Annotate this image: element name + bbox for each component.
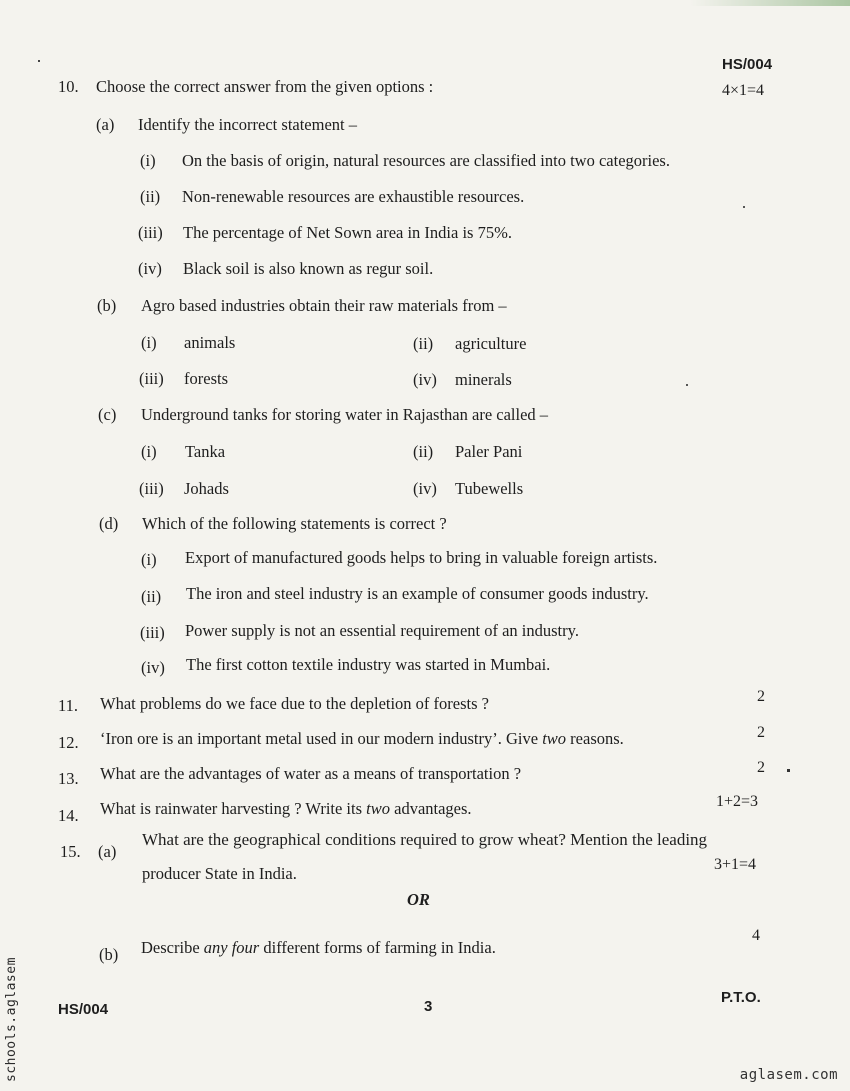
q10c-opt-label: (iv)	[413, 479, 437, 498]
q10c-opt-label: (i)	[141, 442, 157, 461]
q10d-opt-label: (iv)	[141, 658, 165, 677]
q13-number: 13.	[58, 769, 79, 788]
q10b-opt-label: (iii)	[139, 369, 164, 388]
q10-number: 10.	[58, 77, 79, 96]
q10b-opt-text: agriculture	[455, 334, 527, 353]
q14-text-emphasis: two	[366, 799, 390, 818]
q14-text-part: What is rainwater harvesting ? Write its	[100, 799, 367, 818]
q10b-opt-text: minerals	[455, 370, 512, 389]
q10c-opt-label: (iii)	[139, 479, 164, 498]
q10b-opt-text: forests	[184, 369, 228, 388]
q10d-opt-label: (iii)	[140, 623, 165, 642]
q10d-opt-text: The first cotton textile industry was started in Mumbai.	[186, 655, 551, 674]
q14-marks: 1+2=3	[716, 793, 759, 810]
q10c-opt-text: Paler Pani	[455, 442, 523, 461]
q10d-opt-label: (ii)	[141, 587, 162, 606]
q12-text-part: ‘Iron ore is an important metal used in our modern industry’. Give	[100, 729, 543, 748]
q15b-marks: 4	[752, 927, 760, 944]
q10-marks: 4×1=4	[722, 82, 765, 99]
header-paper-code: HS/004	[722, 56, 773, 73]
q15a-marks: 3+1=4	[714, 856, 757, 873]
q10b-opt-label: (i)	[141, 333, 157, 352]
q10d-opt-text: Power supply is not an essential requirement of an industry.	[185, 621, 579, 640]
q10d-opt-label: (i)	[141, 550, 157, 569]
q10d-opt-text: The iron and steel industry is an example of consumer goods industry.	[186, 584, 649, 603]
q10a-opt-label: (iii)	[138, 223, 163, 242]
q10b-opt-label: (ii)	[413, 334, 434, 353]
q10a-opt-label: (ii)	[140, 187, 161, 206]
q10d-text: Which of the following statements is correct ?	[142, 514, 447, 533]
q10b-opt-label: (iv)	[413, 370, 437, 389]
q14-text-part: advantages.	[390, 799, 472, 818]
q10c-opt-text: Johads	[184, 479, 229, 498]
q11-marks: 2	[757, 688, 765, 705]
q10b-label: (b)	[97, 296, 117, 315]
q14-text	[100, 799, 472, 819]
q10c-label: (c)	[98, 405, 117, 424]
q10c-text: Underground tanks for storing water in Rajasthan are called –	[141, 405, 549, 424]
q10c-opt-label: (ii)	[413, 442, 434, 461]
q15b-text-part: Describe	[141, 938, 204, 957]
q15b-text-part: different forms of farming in India.	[259, 938, 496, 957]
q10a-opt-label: (iv)	[138, 259, 162, 278]
footer-pto: P.T.O.	[721, 989, 761, 1006]
q11-number: 11.	[58, 696, 79, 715]
q10d-label: (d)	[99, 514, 119, 533]
q10a-opt-text: The percentage of Net Sown area in India is 75%.	[183, 223, 512, 242]
footer-page-number: 3	[424, 998, 433, 1015]
q10a-opt-text: Non-renewable resources are exhaustible resources.	[182, 187, 525, 206]
q12-marks: 2	[757, 724, 765, 741]
q14-number: 14.	[58, 806, 79, 825]
page-edge-shadow	[690, 0, 850, 6]
q15b-text-emphasis: any four	[203, 938, 260, 957]
stray-mark	[686, 384, 688, 386]
q15a-text-line1: What are the geographical conditions required to grow wheat? Mention the leading	[142, 830, 708, 849]
q13-mark-dot	[787, 769, 790, 772]
q13-marks: 2	[757, 759, 765, 776]
q10c-opt-text: Tanka	[185, 442, 226, 461]
q10d-opt-text: Export of manufactured goods helps to bring in valuable foreign artists.	[185, 548, 658, 567]
q10b-text: Agro based industries obtain their raw materials from –	[141, 296, 507, 315]
q11-text: What problems do we face due to the depletion of forests ?	[100, 694, 489, 713]
q15a-label: (a)	[98, 842, 117, 861]
stray-mark	[743, 206, 745, 208]
q15b-label: (b)	[99, 945, 119, 964]
q15-or-divider: OR	[407, 890, 430, 909]
q10a-opt-label: (i)	[140, 151, 156, 170]
q13-text: What are the advantages of water as a means of transportation ?	[100, 764, 522, 783]
q12-text	[100, 729, 624, 749]
q12-number: 12.	[58, 733, 79, 752]
q10a-opt-text: On the basis of origin, natural resources are classified into two categories.	[182, 151, 670, 170]
stray-mark	[38, 60, 40, 62]
site-watermark: aglasem.com	[739, 1067, 838, 1083]
q10-text: Choose the correct answer from the given options :	[96, 77, 434, 96]
q10a-opt-text: Black soil is also known as regur soil.	[183, 259, 434, 278]
q10a-text: Identify the incorrect statement –	[138, 115, 357, 134]
q15b-text	[141, 938, 496, 958]
q12-text-emphasis: two	[542, 729, 567, 748]
q10a-label: (a)	[96, 115, 115, 134]
q15a-text-line2: producer State in India.	[142, 864, 297, 883]
side-watermark: schools.aglasem	[4, 957, 19, 1082]
q10c-opt-text: Tubewells	[455, 479, 524, 498]
q10b-opt-text: animals	[184, 333, 236, 352]
q15-number: 15.	[60, 842, 81, 861]
footer-paper-code: HS/004	[58, 1001, 109, 1018]
q12-text-part: reasons.	[566, 729, 624, 748]
